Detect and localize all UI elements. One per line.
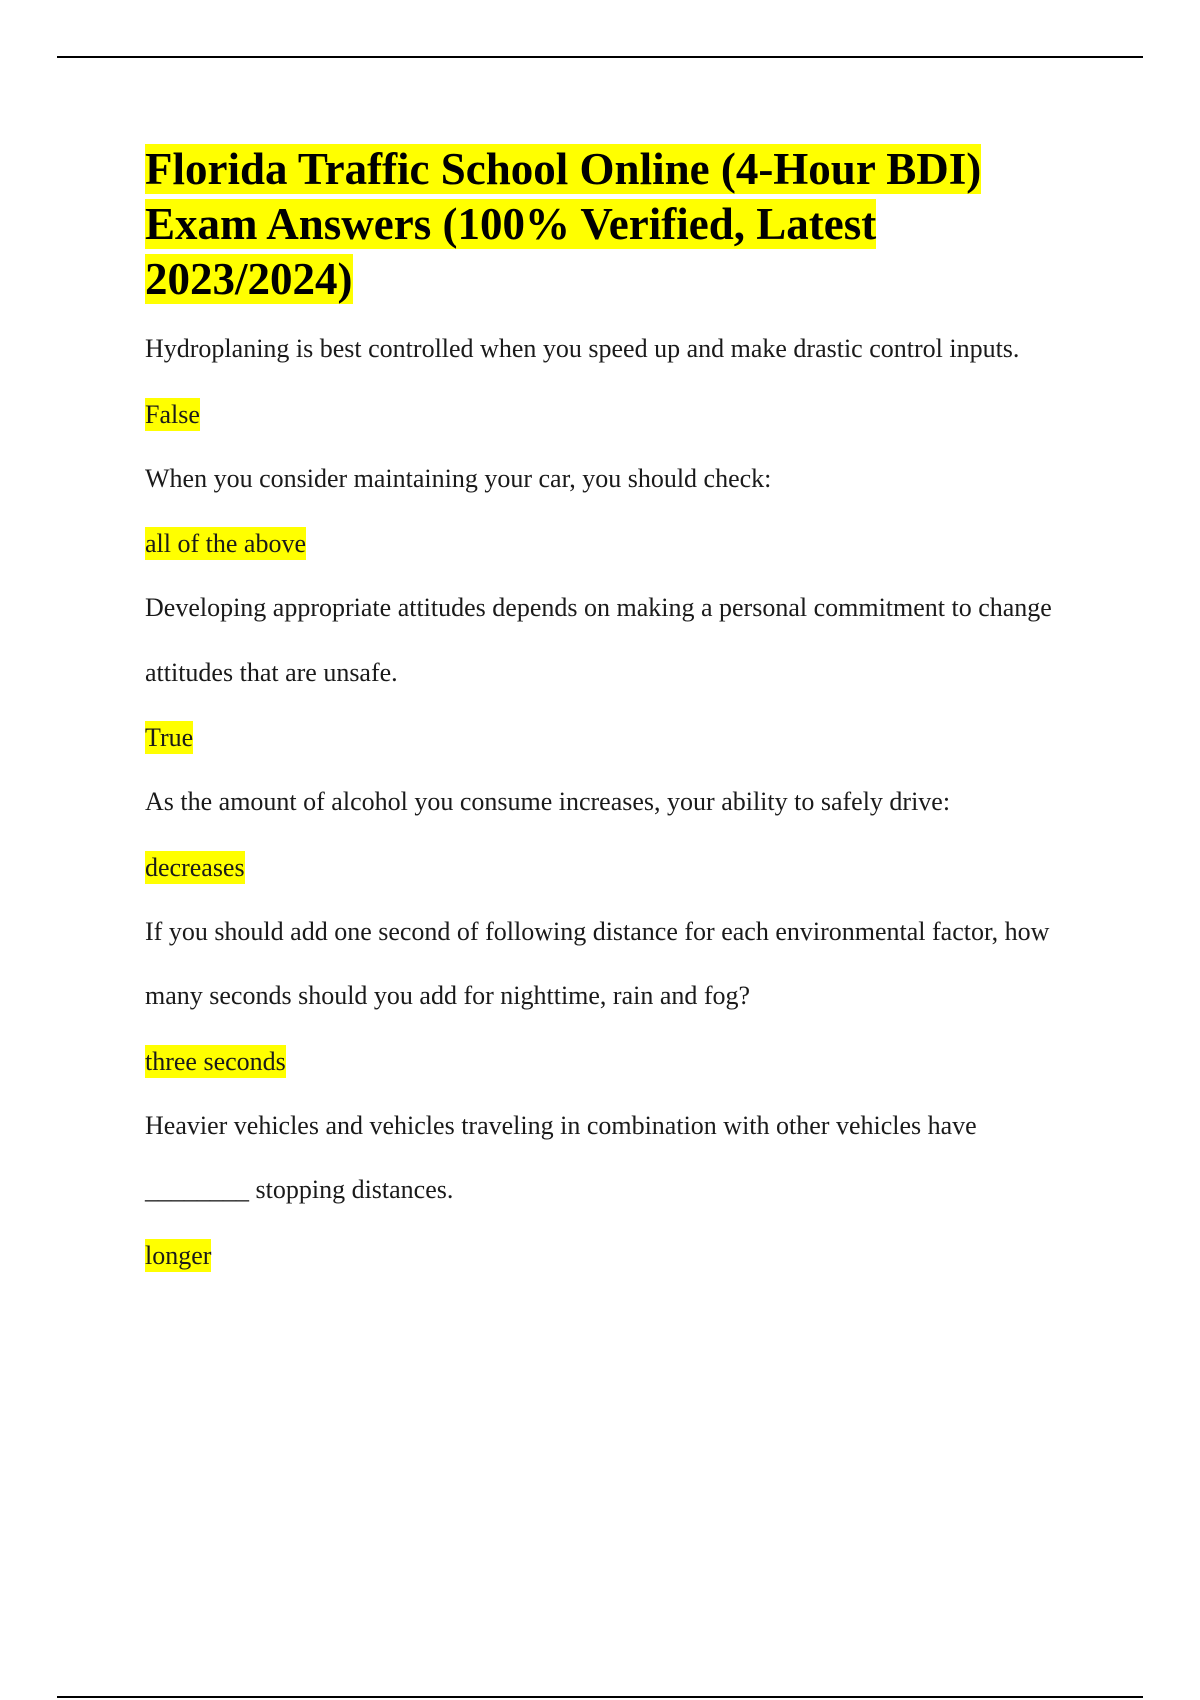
answer-5 bbox=[145, 1029, 1085, 1094]
qa-item-2 bbox=[145, 447, 1085, 577]
answer-2 bbox=[145, 511, 1085, 576]
answer-6 bbox=[145, 1223, 1085, 1288]
answer-1-text: False bbox=[145, 399, 200, 429]
answer-5-text: three seconds bbox=[145, 1046, 286, 1076]
answer-3 bbox=[145, 705, 1085, 770]
document-title-text: Florida Traffic School Online (4-Hour BDI) Exam Answers (100% Verified, Latest 2023/2024) bbox=[145, 144, 982, 304]
qa-item-1 bbox=[145, 317, 1085, 447]
answer-6-text: longer bbox=[145, 1240, 212, 1270]
qa-item-6 bbox=[145, 1094, 1085, 1288]
document-body bbox=[145, 142, 1085, 1288]
qa-item-5 bbox=[145, 900, 1085, 1094]
qa-item-4 bbox=[145, 770, 1085, 900]
answer-3-text: True bbox=[145, 723, 194, 752]
question-2: When you consider maintaining your car, you should check: bbox=[145, 463, 772, 493]
top-rule bbox=[57, 56, 1143, 58]
question-6: Heavier vehicles and vehicles traveling in combination with other vehicles have ________ stopping distances. bbox=[145, 1110, 977, 1204]
answer-2-text: all of the above bbox=[145, 529, 306, 558]
bottom-rule bbox=[57, 1696, 1143, 1698]
question-4: As the amount of alcohol you consume increases, your ability to safely drive: bbox=[145, 787, 951, 816]
answer-4 bbox=[145, 835, 1085, 900]
document-title bbox=[145, 142, 1085, 307]
question-5: If you should add one second of following distance for each environmental factor, how many seconds should you add for nighttime, rain and fog? bbox=[145, 916, 1050, 1010]
answer-4-text: decreases bbox=[145, 852, 245, 882]
question-3: Developing appropriate attitudes depends on making a personal commitment to change attitudes that are unsafe. bbox=[145, 593, 1052, 687]
qa-item-3 bbox=[145, 576, 1085, 770]
question-1: Hydroplaning is best controlled when you speed up and make drastic control inputs. bbox=[145, 334, 1020, 363]
answer-1 bbox=[145, 382, 1085, 447]
